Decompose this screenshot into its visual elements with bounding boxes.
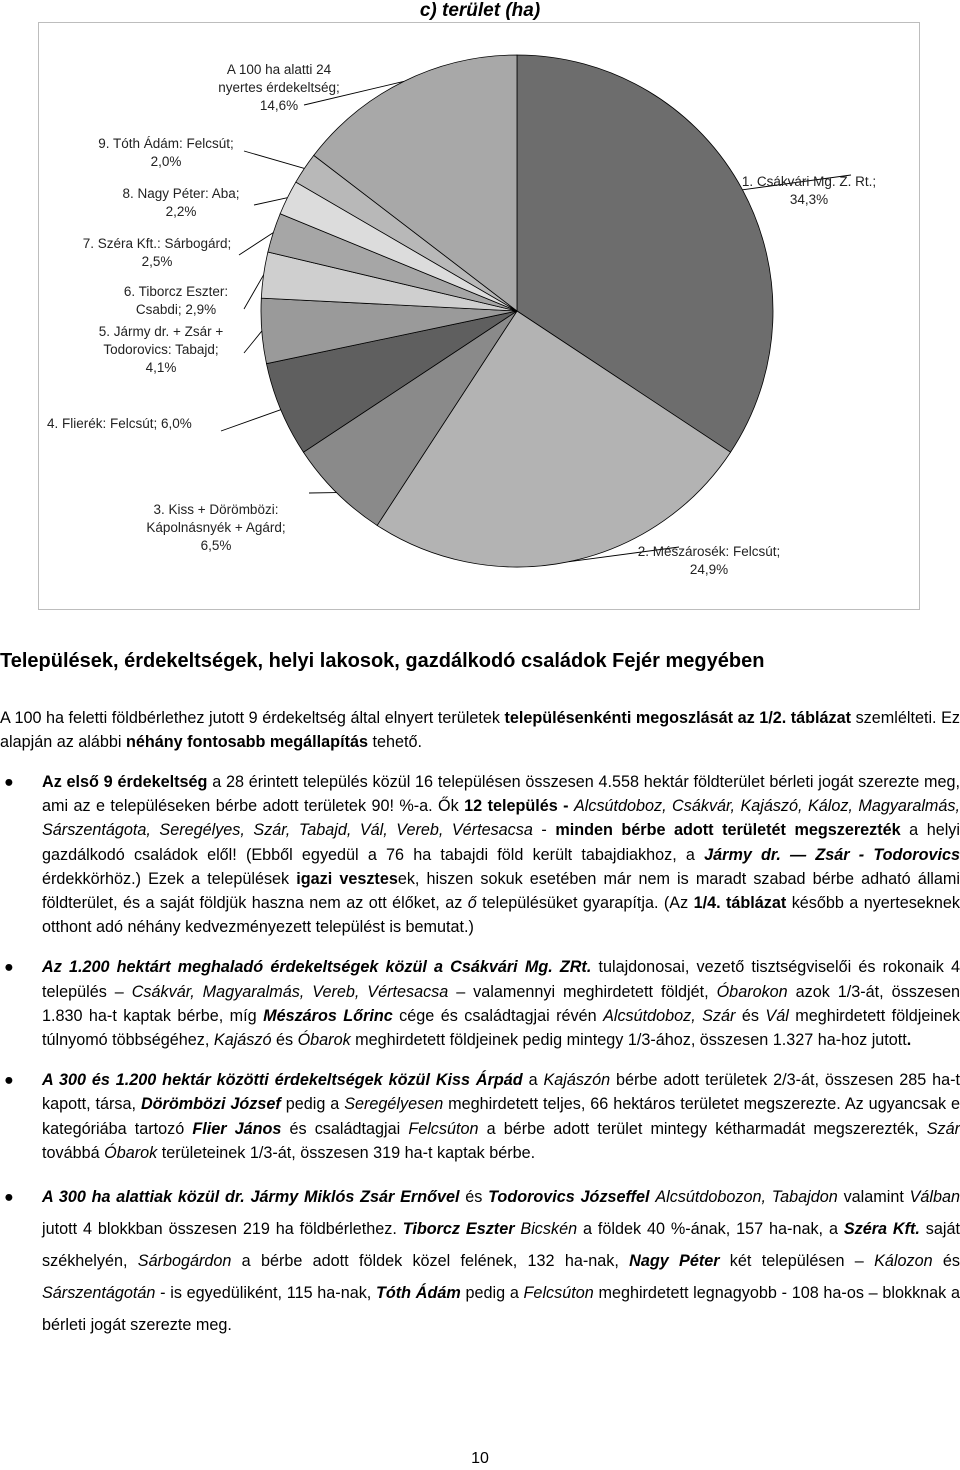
leader-line-9 [244,151,304,168]
finding-item: ● Az 1.200 hektárt meghaladó érdekeltségek közül a Csákvári Mg. ZRt. tulajdonosai, vezető tisztségviselői és rokonaik 4 település – Csákvár, Magyaralmás, Vereb, Vértesacsa – valamennyi meghirdetett földjét, Óbarokon azok 1/3-át, összesen 1.830 ha-t kaptak bérbe, míg Mészáros Lőrinc cége és családtagjai révén Alcsútdoboz, Szár és Vál meghirdetett földjeinek túlnyomó többségéhez, Kajászó és Óbarok meghirdetett földjeinek pedig mintegy 1/3-ához, összesen 1.327 ha-hoz jutott. [0,955,960,1052]
chart-caption: c) terület (ha) [419,0,541,21]
finding-item: ● A 300 ha alattiak közül dr. Jármy Miklós Zsár Ernővel és Todorovics Józseffel Alcsútdobozon, Tabajdon valamint Válban jutott 4 blokkban összesen 219 ha földbérlethez. Tiborcz Eszter Bicskén a földek 40 %-ának, 157 ha-nak, a Széra Kft. saját székhelyén, Sárbogárdon a bérbe adott földek közel felének, 132 ha-nak, Nagy Péter két településen – Kálozon és Sárszentágotán - is egyedüliként, 115 ha-nak, Tóth Ádám pedig a Felcsúton meghirdetett legnagyobb - 108 ha-os – blokknak a bérleti jogát szerezte meg. [0,1181,960,1341]
label-toth: 9. Tóth Ádám: Felcsút; 2,0% [98,136,234,170]
label-100ha: A 100 ha alatti 24 nyertes érdekeltség; 14,6% [218,62,340,114]
pie-chart-frame [38,22,920,610]
bullet-icon: ● [4,1188,14,1207]
finding-item: ● Az első 9 érdekeltség a 28 érintett település közül 16 településen összesen 4.558 hektár földterület bérleti jogát szerezte meg, ami az e településeken bérbe adott területek 90! %-a. Ők 12 település - Alcsútdoboz, Csákvár, Kajászó, Káloz, Magyaralmás, Sárszentágota, Seregélyes, Szár, Tabajd, Vál, Vereb, Vértesacsa - minden bérbe adott területét megszerezték a helyi gazdálkodó családok elől! (Ebből egyedül a 76 ha tabajdi föld került tabajdiakhoz, a Jármy dr. — Zsár - Todorovics érdekkörhöz.) Ezek a települések igazi vesztesek, hiszen sokuk esetében már nem is maradt szabad bérbe adható állami földterület, és a saját földjük haszna nem az ott élőket, az ő településüket gyarapítja. (Az 1/4. táblázat később a nyerteseknek otthont adó néhány kedvezményezett települést is bemutat.) [0,770,960,939]
label-meszaros: 2. Mészárosék: Felcsút; 24,9% [637,544,781,578]
bullet-icon: ● [4,958,14,977]
label-szera: 7. Széra Kft.: Sárbogárd; 2,5% [82,236,232,270]
label-jarmy: 5. Jármy dr. + Zsár + Todorovics: Tabajd; 4,1% [98,324,224,376]
label-flier: 4. Flierék: Felcsút; 6,0% [47,416,192,431]
label-tiborcz: 6. Tiborcz Eszter: Csabdi; 2,9% [123,284,229,318]
bullet-icon: ● [4,773,14,791]
finding-item: ● A 300 és 1.200 hektár közötti érdekeltségek közül Kiss Árpád a Kajászón bérbe adott területek 2/3-át, összesen 285 ha-t kapott, társa, Dörömbözi József pedig a Seregélyesen meghirdetett teljes, 66 hektáros területet megszerezte. Az ugyancsak e kategóriába tartozó Flier János és családtagjai Felcsúton a bérbe adott terület mintegy kétharmadát megszerezték, Szár továbbá Óbarok területeinek 1/3-át, összesen 319 ha-t kaptak bérbe. [0,1068,960,1165]
page-number: 10 [471,1450,489,1467]
findings-list [0,770,960,1357]
bullet-icon: ● [4,1071,14,1090]
intro-paragraph: A 100 ha feletti földbérlethez jutott 9 érdekeltség által elnyert területek településenkénti megoszlását az 1/2. táblázat szemlélteti. Ez alapján az alábbi néhány fontosabb megállapítás tehető. [0,709,960,752]
label-nagy: 8. Nagy Péter: Aba; 2,2% [122,186,240,220]
label-kiss-dorombozi: 3. Kiss + Dörömbözi: Kápolnásnyék + Agárd; 6,5% [146,502,286,554]
label-csakvari: 1. Csákvári Mg. Z. Rt.; 34,3% [741,174,877,208]
section-heading: Települések, érdekeltségek, helyi lakosok, gazdálkodó családok Fejér megyében [0,650,765,672]
